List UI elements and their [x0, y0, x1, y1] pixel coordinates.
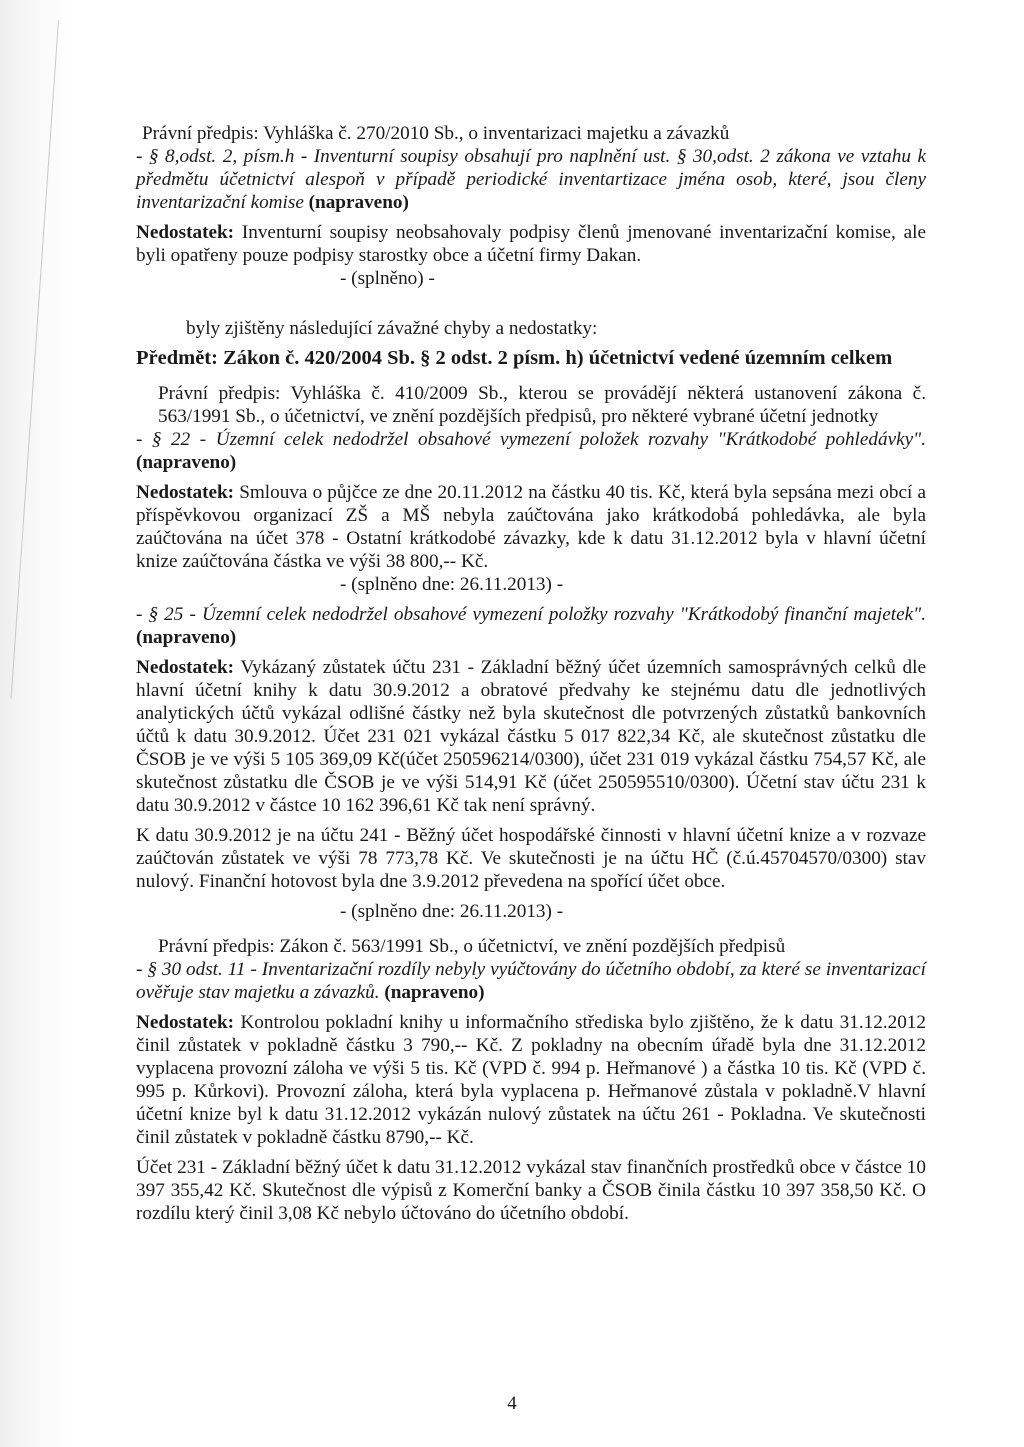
status-label: (napraveno) [384, 982, 485, 1003]
rule-paragraph [136, 958, 926, 1004]
deficiency-text: Kontrolou pokladní knihy u informačního střediska bylo zjištěno, že k datu 31.12.2012 činil zůstatek v pokladně částku 3 790,-- Kč. Z pokladny na obecním úřadě byla dne 31.12.2012 vyplacena provozní záloha ve výši 5 tis. Kč (VPD č. 994 p. Heřmanové ) a částka 10 tis. Kč (VPD č. 995 p. Kůrkovi). Provozní záloha, která byla vyplacena p. Heřmanové zůstala v pokladně.V hlavní účetní knize byl k datu 31.12.2012 vykázán nulový zůstatek na účtu 261 - Pokladna. Ve skutečnosti činil zůstatek v pokladně částku 8790,-- Kč. [136, 1012, 926, 1148]
legal-regulation: Právní předpis: Vyhláška č. 410/2009 Sb., kterou se provádějí některá ustanovení zákona č. 563/1991 Sb., o účetnictví, ve znění pozdějších předpisů, pro některé vybrané účetní jednotky [158, 383, 926, 427]
status-label: (napraveno) [136, 452, 237, 473]
deficiency-paragraph [136, 481, 926, 573]
deficiency-label: Nedostatek: [136, 1012, 235, 1033]
rule-paragraph [136, 145, 926, 214]
completion-status: - (splněno dne: 26.11.2013) - [340, 901, 564, 922]
status-label: (napraveno) [136, 627, 237, 648]
rule-text: - § 8,odst. 2, písm.h - Inventurní soupisy obsahují pro naplnění ust. § 30,odst. 2 zákona ve vztahu k předmětu účetnictví alespoň v případě periodické inventartizace jména osob, které, jsou členy inventarizační komise [136, 146, 926, 213]
completion-status: - (splněno) - [340, 268, 435, 289]
rule-text: - § 22 - Územní celek nedodržel obsahové vymezení položek rozvahy "Krátkodobé pohledávky". [136, 429, 926, 450]
rule-text: - § 30 odst. 11 - Inventarizační rozdíly nebyly vyúčtovány do účetního období, za které se inventarizací ověřuje stav majetku a závazků. [136, 959, 926, 1003]
deficiency-text: Vykázaný zůstatek účtu 231 - Základní běžný účet územních samosprávných celků dle hlavní účetní knihy k datu 30.9.2012 a obratové předvahy ke stejnému datu dle jednotlivých analytických účtů vykázal odlišné částky než byla skutečnost dle potvrzených zůstatků bankovních účtů k datu 30.9.2012. Účet 231 021 vykázal částku 5 017 822,34 Kč, ale skutečnost zůstatku dle ČSOB je ve výši 5 105 369,09 Kč(účet 250596214/0300), účet 231 019 vykázal částku 754,57 Kč, ale skutečnost zůstatku dle ČSOB je ve výši 514,91 Kč (účet 250595510/0300). Účetní stav účtu 231 k datu 30.9.2012 v částce 10 162 396,61 Kč tak není správný. [136, 657, 926, 816]
deficiency-paragraph [136, 221, 926, 267]
section-subject: Předmět: Zákon č. 420/2004 Sb. § 2 odst. 2 písm. h) účetnictví vedené územním celkem [136, 347, 893, 369]
deficiency-label: Nedostatek: [136, 482, 235, 503]
legal-regulation: Právní předpis: Vyhláška č. 270/2010 Sb., o inventarizaci majetku a závazků [142, 123, 730, 144]
section-intro: byly zjištěny následující závažné chyby a nedostatky: [186, 318, 598, 339]
deficiency-continuation: K datu 30.9.2012 je na účtu 241 - Běžný účet hospodářské činnosti v hlavní účetní knize a v rozvaze zaúčtován zůstatek ve výši 78 773,78 Kč. Ve skutečnosti je na účtu HČ (č.ú.45704570/0300) stav nulový. Finanční hotovost byla dne 3.9.2012 převedena na spořící účet obce. [136, 825, 926, 892]
rule-paragraph [136, 428, 926, 474]
scan-shadow [0, 0, 70, 1447]
deficiency-label: Nedostatek: [136, 222, 235, 243]
deficiency-label: Nedostatek: [136, 657, 235, 678]
deficiency-text: Inventurní soupisy neobsahovaly podpisy členů jmenované inventarizační komise, ale byli opatřeny pouze podpisy starostky obce a účetní firmy Dakan. [136, 222, 927, 266]
status-label: (napraveno) [308, 192, 409, 213]
completion-status: - (splněno dne: 26.11.2013) - [340, 574, 564, 595]
rule-text: - § 25 - Územní celek nedodržel obsahové vymezení položky rozvahy "Krátkodobý finanční majetek". [136, 604, 926, 625]
deficiency-paragraph [136, 1011, 926, 1149]
deficiency-text: Smlouva o půjčce ze dne 20.11.2012 na částku 40 tis. Kč, která byla sepsána mezi obcí a příspěvkovou organizací ZŠ a MŠ nebyla zaúčtována jako krátkodobá pohledávka, ale byla zaúčtována na účet 378 - Ostatní krátkodobé závazky, kde k datu 31.12.2012 byla v hlavní účetní knize zaúčtována částka ve výši 38 800,-- Kč. [136, 482, 926, 572]
deficiency-continuation: Účet 231 - Základní běžný účet k datu 31.12.2012 vykázal stav finančních prostředků obce v částce 10 397 355,42 Kč. Skutečnost dle výpisů z Komerční banky a ČSOB činila částku 10 397 358,50 Kč. O rozdílu který činil 3,08 Kč nebylo účtováno do účetního období. [136, 1157, 926, 1224]
document-page [136, 122, 926, 1225]
rule-paragraph [136, 603, 926, 649]
legal-regulation: Právní předpis: Zákon č. 563/1991 Sb., o účetnictví, ve znění pozdějších předpisů [158, 936, 786, 957]
page-number: 4 [507, 1393, 517, 1414]
deficiency-paragraph [136, 656, 926, 817]
